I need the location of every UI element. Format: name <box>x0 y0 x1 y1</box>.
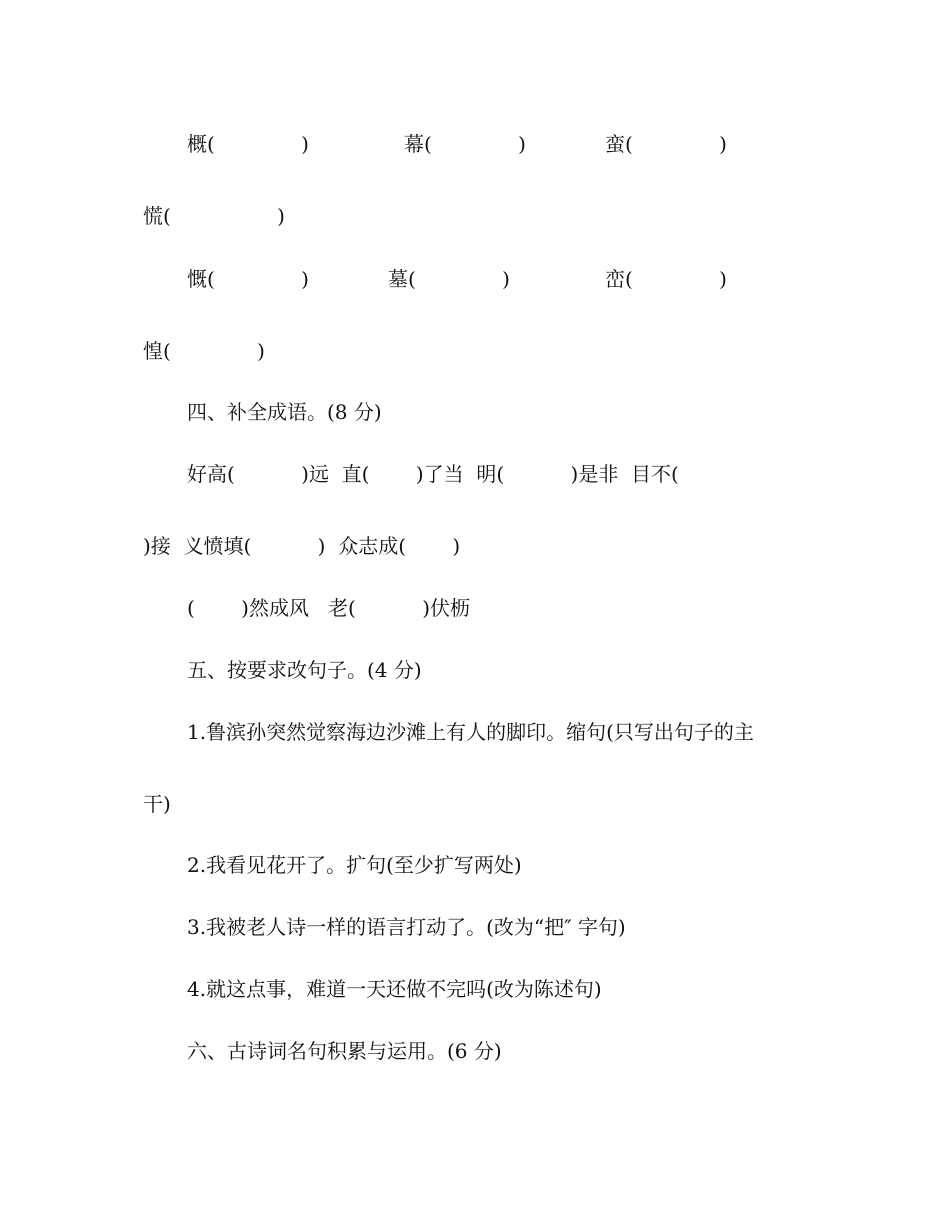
section-5-title: 五、按要求改句子。(4 分) <box>187 658 422 682</box>
sentence-item-1-cont: 干) <box>143 792 171 816</box>
sentence-item-4: 4.就这点事，难道一天还做不完吗(改为陈述句) <box>187 977 602 1001</box>
idiom-line-3: ( )然成风 老( )伏枥 <box>187 596 470 620</box>
idiom-line-1: 好高( )远 直( )了当 明( )是非 目不( <box>187 462 679 486</box>
char-blank-luan: 峦( ) <box>605 267 727 291</box>
char-blank-kai: 慨( ) <box>187 267 309 291</box>
idiom-line-2: )接 义愤填( ) 众志成( ) <box>143 534 461 558</box>
char-blank-man: 蛮( ) <box>605 132 727 156</box>
char-blank-huang2: 惶( ) <box>143 339 265 363</box>
sentence-item-2: 2.我看见花开了。扩句(至少扩写两处) <box>187 853 522 877</box>
section-6-title: 六、古诗词名句积累与运用。(6 分) <box>187 1039 502 1063</box>
char-blank-mu2: 墓( ) <box>388 267 510 291</box>
sentence-item-1: 1.鲁滨孙突然觉察海边沙滩上有人的脚印。缩句(只写出句子的主 <box>187 720 754 744</box>
sentence-item-3: 3.我被老人诗一样的语言打动了。(改为“把″ 字句) <box>187 915 626 939</box>
char-blank-gai: 概( ) <box>187 132 309 156</box>
char-blank-mu: 幕( ) <box>404 132 526 156</box>
char-blank-huang: 慌( ) <box>143 204 285 228</box>
section-4-title: 四、补全成语。(8 分) <box>187 400 382 424</box>
